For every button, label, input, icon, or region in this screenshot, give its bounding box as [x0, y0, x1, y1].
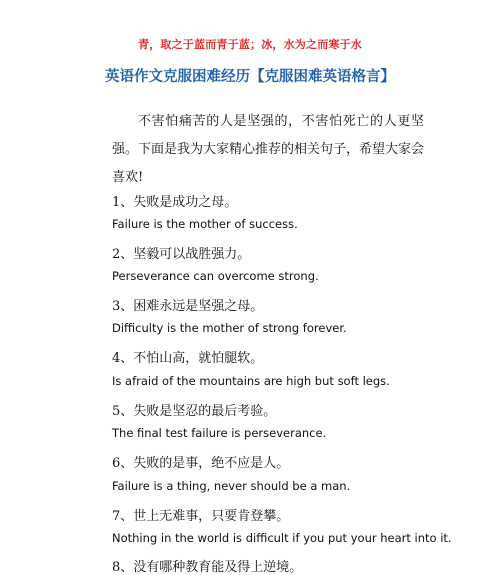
document-title: 英语作文克服困难经历【克服困难英语格言】 — [105, 68, 395, 85]
quote-en-3: Difficulty is the mother of strong forever. — [112, 321, 347, 335]
quote-zh-3: 3、困难永远是坚强之母。 — [112, 299, 264, 314]
quote-en-5: The final test failure is perseverance. — [112, 426, 327, 440]
quote-zh-7: 7、世上无难事，只要肯登攀。 — [112, 509, 290, 524]
quote-en-7: Nothing in the world is difficult if you put your heart into it. — [112, 531, 452, 545]
quote-zh-8: 8、没有哪种教育能及得上逆境。 — [112, 560, 303, 575]
quote-zh-5: 5、失败是坚忍的最后考验。 — [112, 404, 277, 419]
quote-zh-6: 6、失败的是事，绝不应是人。 — [112, 456, 290, 471]
header-motto: 青，取之于蓝而青于蓝；冰，水为之而寒于水 — [138, 38, 362, 51]
intro-paragraph: 不害怕痛苦的人是坚强的，不害怕死亡的人更坚强。下面是我为大家精心推荐的相关句子，希望大家会喜欢! — [112, 114, 425, 185]
quote-zh-4: 4、不怕山高，就怕腿软。 — [112, 351, 264, 366]
quote-zh-1: 1、失败是成功之母。 — [112, 195, 238, 210]
quote-en-4: Is afraid of the mountains are high but soft legs. — [112, 374, 390, 388]
quote-en-1: Failure is the mother of success. — [112, 217, 298, 231]
quote-en-6: Failure is a thing, never should be a man. — [112, 479, 351, 493]
quote-en-2: Perseverance can overcome strong. — [112, 269, 319, 283]
quote-zh-2: 2、坚毅可以战胜强力。 — [112, 247, 251, 262]
